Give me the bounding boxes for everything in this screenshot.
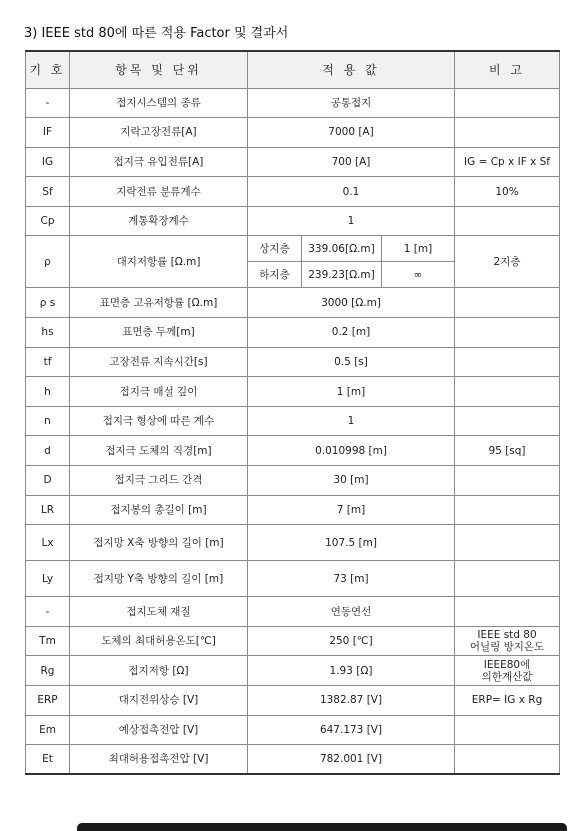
value-cell: 공통접지 (248, 88, 455, 118)
note-cell: IEEE80에 의한계산값 (455, 656, 560, 686)
symbol-cell: Et (26, 745, 70, 775)
symbol-cell: IG (26, 147, 70, 177)
value-cell: 0.2 [m] (248, 318, 455, 348)
note-cell (455, 597, 560, 627)
table-row (26, 436, 560, 466)
table-row (26, 495, 560, 525)
symbol-cell: - (26, 88, 70, 118)
note-cell (455, 88, 560, 118)
layer-depth-cell: 1 [m] (382, 236, 455, 262)
layer-value-cell: 239.23[Ω.m] (302, 262, 382, 288)
symbol-cell: h (26, 377, 70, 407)
item-cell: 접지저항 [Ω] (70, 656, 248, 686)
item-cell: 도체의 최대허용온도[℃] (70, 626, 248, 656)
item-cell: 고장전류 지속시간[s] (70, 347, 248, 377)
table-row (26, 318, 560, 348)
note-cell: 2지층 (455, 236, 560, 288)
table-row (26, 377, 560, 407)
item-cell: 최대허용접촉전압 [V] (70, 745, 248, 775)
item-cell: 접지망 X축 방향의 길이 [m] (70, 525, 248, 561)
item-cell: 예상접촉전압 [V] (70, 715, 248, 745)
note-cell (455, 466, 560, 496)
table-row (26, 715, 560, 745)
note-cell: ERP= IG x Rg (455, 686, 560, 716)
symbol-cell: Ly (26, 561, 70, 597)
item-cell: 접지극 그리드 간격 (70, 466, 248, 496)
value-cell: 700 [A] (248, 147, 455, 177)
table-row (26, 561, 560, 597)
table-row (26, 177, 560, 207)
note-cell (455, 318, 560, 348)
table-row (26, 88, 560, 118)
note-cell (455, 406, 560, 436)
symbol-cell: ρ s (26, 288, 70, 318)
note-cell (455, 377, 560, 407)
header-note: 비 고 (455, 51, 560, 88)
item-cell: 접지극 도체의 직경[m] (70, 436, 248, 466)
symbol-cell: Rg (26, 656, 70, 686)
table-row (26, 118, 560, 148)
note-cell: IEEE std 80 어닐링 방지온도 (455, 626, 560, 656)
note-cell (455, 525, 560, 561)
note-cell (455, 118, 560, 148)
header-item: 항목 및 단위 (70, 51, 248, 88)
item-cell: 접지도체 재질 (70, 597, 248, 627)
table-row (26, 656, 560, 686)
table-row (26, 525, 560, 561)
symbol-cell: Tm (26, 626, 70, 656)
layer-value-cell: 339.06[Ω.m] (302, 236, 382, 262)
symbol-cell: ERP (26, 686, 70, 716)
note-cell (455, 745, 560, 775)
value-cell: 0.1 (248, 177, 455, 207)
header-symbol: 기 호 (26, 51, 70, 88)
note-cell (455, 288, 560, 318)
value-cell: 0.010998 [m] (248, 436, 455, 466)
symbol-cell: Sf (26, 177, 70, 207)
item-cell: 접지극 매설 깊이 (70, 377, 248, 407)
bottom-edge-bar (77, 823, 567, 831)
note-cell: 10% (455, 177, 560, 207)
item-cell: 접지시스템의 종류 (70, 88, 248, 118)
symbol-cell: hs (26, 318, 70, 348)
layer-depth-cell: ∞ (382, 262, 455, 288)
table-row (26, 147, 560, 177)
value-cell: 1.93 [Ω] (248, 656, 455, 686)
value-cell: 30 [m] (248, 466, 455, 496)
symbol-cell: LR (26, 495, 70, 525)
table-row (26, 288, 560, 318)
layer-label-cell: 상지층 (248, 236, 302, 262)
note-cell (455, 206, 560, 236)
symbol-cell: Lx (26, 525, 70, 561)
symbol-cell: - (26, 597, 70, 627)
item-cell: 계통확장계수 (70, 206, 248, 236)
value-cell: 782.001 [V] (248, 745, 455, 775)
note-cell (455, 347, 560, 377)
header-value: 적 용 값 (248, 51, 455, 88)
symbol-cell: n (26, 406, 70, 436)
item-cell: 표면층 두께[m] (70, 318, 248, 348)
item-cell: 대지전위상승 [V] (70, 686, 248, 716)
layer-label-cell: 하지층 (248, 262, 302, 288)
value-cell: 647.173 [V] (248, 715, 455, 745)
symbol-cell: Cp (26, 206, 70, 236)
value-cell: 1 (248, 206, 455, 236)
value-cell: 1 [m] (248, 377, 455, 407)
symbol-cell: d (26, 436, 70, 466)
note-cell: 95 [sq] (455, 436, 560, 466)
item-cell: 접지봉의 총길이 [m] (70, 495, 248, 525)
table-row (26, 206, 560, 236)
note-cell (455, 495, 560, 525)
factor-table (25, 50, 560, 775)
value-cell: 연동연선 (248, 597, 455, 627)
item-cell: 접지극 유입전류[A] (70, 147, 248, 177)
table-row (26, 347, 560, 377)
value-cell: 1382.87 [V] (248, 686, 455, 716)
value-cell: 7 [m] (248, 495, 455, 525)
item-cell: 표면층 고유저항률 [Ω.m] (70, 288, 248, 318)
table-row (26, 626, 560, 656)
symbol-cell: D (26, 466, 70, 496)
table-row-rho-upper (26, 236, 560, 262)
table-row (26, 745, 560, 775)
table-header-row (26, 51, 560, 88)
value-cell: 0.5 [s] (248, 347, 455, 377)
symbol-cell: Em (26, 715, 70, 745)
table-row (26, 597, 560, 627)
value-cell: 3000 [Ω.m] (248, 288, 455, 318)
value-cell: 73 [m] (248, 561, 455, 597)
symbol-cell: IF (26, 118, 70, 148)
value-cell: 107.5 [m] (248, 525, 455, 561)
symbol-cell: tf (26, 347, 70, 377)
section-title: 3) IEEE std 80에 따른 적용 Factor 및 결과서 (24, 26, 289, 41)
table-row (26, 466, 560, 496)
item-cell: 대지저항률 [Ω.m] (70, 236, 248, 288)
item-cell: 지락고장전류[A] (70, 118, 248, 148)
item-cell: 지락전류 분류계수 (70, 177, 248, 207)
item-cell: 접지망 Y축 방향의 길이 [m] (70, 561, 248, 597)
symbol-cell: ρ (26, 236, 70, 288)
note-cell: IG = Cp x IF x Sf (455, 147, 560, 177)
note-cell (455, 561, 560, 597)
table-row (26, 686, 560, 716)
value-cell: 1 (248, 406, 455, 436)
value-cell: 7000 [A] (248, 118, 455, 148)
table-row (26, 406, 560, 436)
value-cell: 250 [℃] (248, 626, 455, 656)
note-cell (455, 715, 560, 745)
item-cell: 접지극 형상에 따른 계수 (70, 406, 248, 436)
